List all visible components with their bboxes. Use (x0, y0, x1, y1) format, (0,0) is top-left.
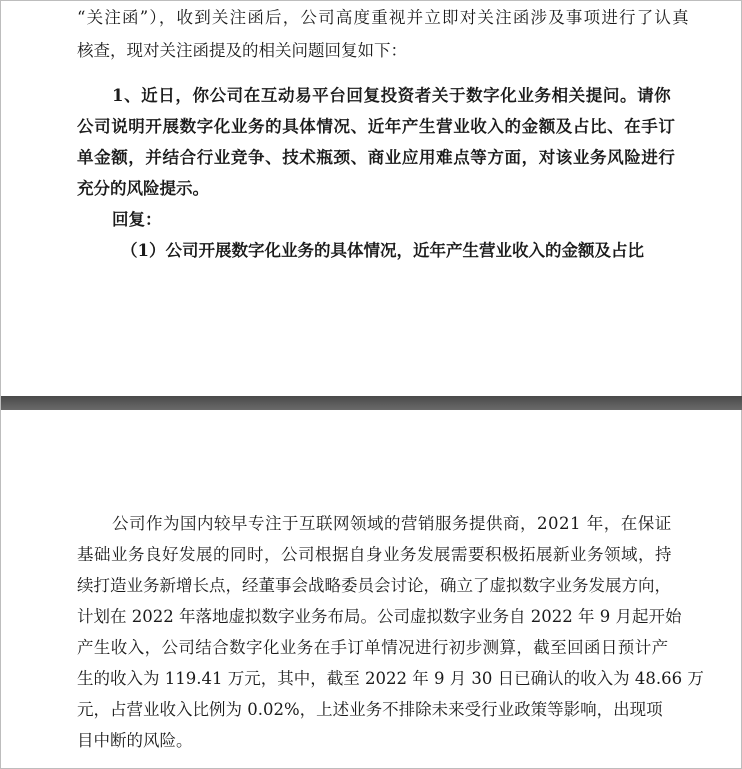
intro-line-1: “关注函”），收到关注函后，公司高度重视并立即对关注函涉及事项进行了认真 (77, 8, 690, 27)
body-line-5: 产生收入，公司结合数字化业务在手订单情况进行初步测算，截至回函日预计产 (77, 638, 669, 657)
body-line-1: 公司作为国内较早专注于互联网领域的营销服务提供商，2021 年，在保证 (112, 514, 672, 533)
body-line-2: 基础业务良好发展的同时，公司根据自身业务发展需要积极拓展新业务领域，持 (77, 545, 672, 564)
reply-label: 回复： (112, 210, 162, 229)
document-page-1 (6, 1, 737, 396)
body-line-3: 续打造业务新增长点，经董事会战略委员会讨论，确立了虚拟数字业务发展方向， (77, 576, 671, 595)
body-line-7: 元，占营业收入比例为 0.02%，上述业务不排除未来受行业政策等影响，出现项 (77, 700, 663, 719)
question-line-2: 公司说明开展数字化业务的具体情况、近年产生营业收入的金额及占比、在手订 (77, 117, 676, 136)
document-page-2 (6, 410, 737, 767)
page-separator (1, 396, 742, 410)
question-line-1: 1、近日，你公司在互动易平台回复投资者关于数字化业务相关提问。请你 (112, 86, 672, 105)
question-line-4: 充分的风险提示。 (77, 179, 209, 198)
body-line-4: 计划在 2022 年落地虚拟数字业务布局。公司虚拟数字业务自 2022 年 9 月起开始 (77, 607, 682, 626)
question-line-3: 单金额，并结合行业竞争、技术瓶颈、商业应用难点等方面，对该业务风险进行 (77, 148, 676, 167)
body-line-8: 目中断的风险。 (77, 731, 193, 750)
intro-line-2: 核查，现对关注函提及的相关问题回复如下： (77, 41, 407, 60)
body-line-6: 生的收入为 119.41 万元，其中，截至 2022 年 9 月 30 日已确认的收入为 48.66 万 (77, 669, 704, 688)
section-subheading: （1）公司开展数字化业务的具体情况，近年产生营业收入的金额及占比 (121, 241, 644, 260)
